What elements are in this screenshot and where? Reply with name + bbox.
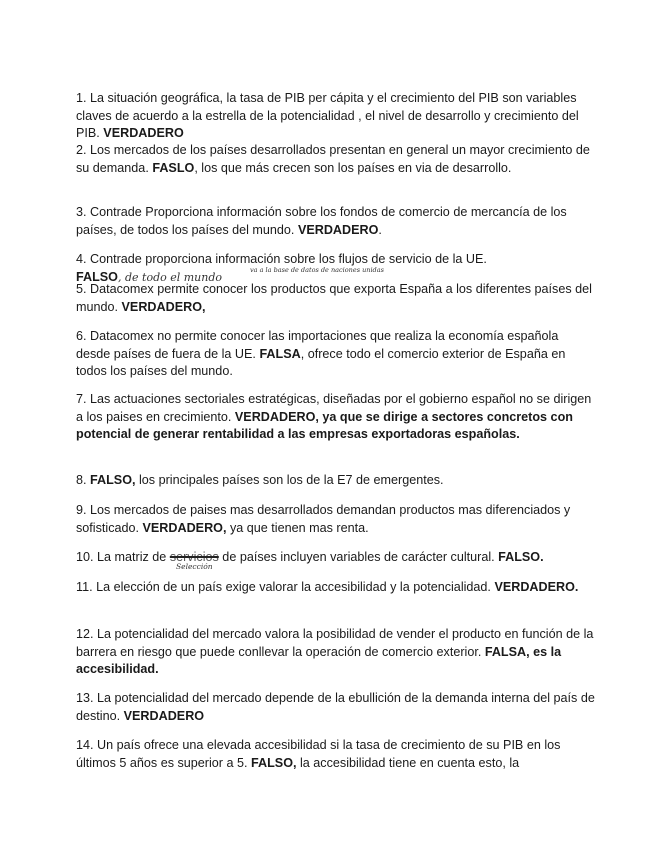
item-answer: VERDADERO.: [494, 580, 579, 594]
item-explanation: .: [378, 222, 382, 237]
item-answer: VERDADERO,: [142, 520, 227, 535]
item-text: 5. Datacomex permite conocer los productos que exporta España a los diferentes países del mundo.: [76, 282, 592, 314]
item-text: 6. Datacomex no permite conocer las importaciones que realiza la economía española desde países de fuera de la UE.: [76, 329, 559, 361]
handwritten-annotation: va a la base de datos de naciones unidas: [250, 266, 384, 274]
item-answer: FALSA, es la accesibilidad.: [76, 644, 562, 676]
item-12: [76, 626, 596, 679]
item-text: 14. Un país ofrece una elevada accesibilidad si la tasa de crecimiento de su PIB en los últimos 5 años es superior a 5.: [76, 738, 561, 770]
item-2: [76, 142, 596, 177]
item-5: [76, 281, 596, 316]
item-text: 2. Los mercados de los países desarrollados presentan en general un mayor crecimiento de su demanda.: [76, 143, 590, 175]
item-10: [76, 549, 596, 567]
item-text: 3. Contrade Proporciona información sobre los fondos de comercio de mercancía de los países, de todos los países del mundo.: [76, 205, 567, 237]
struck-word: servicios: [169, 550, 219, 564]
item-text: 11. La elección de un país exige valorar la accesibilidad y la potencialidad.: [76, 580, 495, 594]
item-text: 9. Los mercados de paises mas desarrollados demandan productos mas diferenciados y sofisticado.: [76, 503, 571, 535]
item-explanation: la accesibilidad tiene en cuenta esto, la: [296, 755, 520, 770]
item-13: [76, 690, 596, 725]
item-text: 13. La potencialidad del mercado depende de la ebullición de la demanda interna del país de destino.: [76, 691, 595, 723]
item-answer: VERDADERO,: [121, 299, 206, 314]
item-text: 1. La situación geográfica, la tasa de PIB per cápita y el crecimiento del PIB son variables claves de acuerdo a la estrella de la potencialidad , el nivel de desarrollo y crecimiento del PIB.: [76, 91, 579, 140]
item-11: [76, 579, 596, 597]
item-text: 12. La potencialidad del mercado valora la posibilidad de vender el producto en función de la barrera en riesgo que puede conllevar la operación de comercio exterior.: [76, 627, 594, 659]
item-explanation: ya que tienen mas renta.: [226, 520, 369, 535]
handwritten-annotation: Selección: [176, 562, 213, 571]
item-answer: VERDADERO: [103, 126, 184, 140]
item-answer: VERDADERO: [297, 222, 379, 237]
item-9: [76, 502, 596, 537]
item-7: [76, 391, 596, 444]
item-answer: VERDADERO, ya que se dirige a sectores concretos con potencial de generar rentabilidad a las empresas exportadoras españolas.: [76, 409, 573, 441]
item-answer: FALSA: [259, 346, 301, 361]
item-8: [76, 472, 596, 490]
item-explanation: , ofrece todo el comercio exterior de España en todos los países del mundo.: [76, 346, 566, 378]
item-1: [76, 90, 596, 143]
item-3: [76, 204, 596, 239]
item-answer: FALSO,: [251, 755, 297, 770]
item-explanation: , los que más crecen son los países en via de desarrollo.: [194, 160, 512, 175]
item-text: 7. Las actuaciones sectoriales estratégicas, diseñadas por el gobierno español no se dirigen a los paises en crecimiento.: [76, 392, 592, 424]
handwritten-note: , de todo el mundo: [117, 270, 223, 284]
item-answer: FALSO: [76, 269, 118, 284]
item-answer: FALSO,: [90, 473, 136, 487]
item-text: de países incluyen variables de carácter cultural.: [218, 550, 499, 564]
item-answer: VERDADERO: [123, 708, 205, 723]
item-answer: FASLO: [152, 160, 195, 175]
item-text: 4. Contrade proporciona información sobre los flujos de servicio de la UE.: [76, 252, 487, 266]
item-text: 8.: [76, 473, 91, 487]
item-answer: FALSO.: [498, 550, 544, 564]
item-14: [76, 737, 596, 772]
item-text: 10. La matriz de: [76, 550, 170, 564]
item-explanation: los principales países son los de la E7 de emergentes.: [135, 473, 444, 487]
item-6: [76, 328, 596, 381]
